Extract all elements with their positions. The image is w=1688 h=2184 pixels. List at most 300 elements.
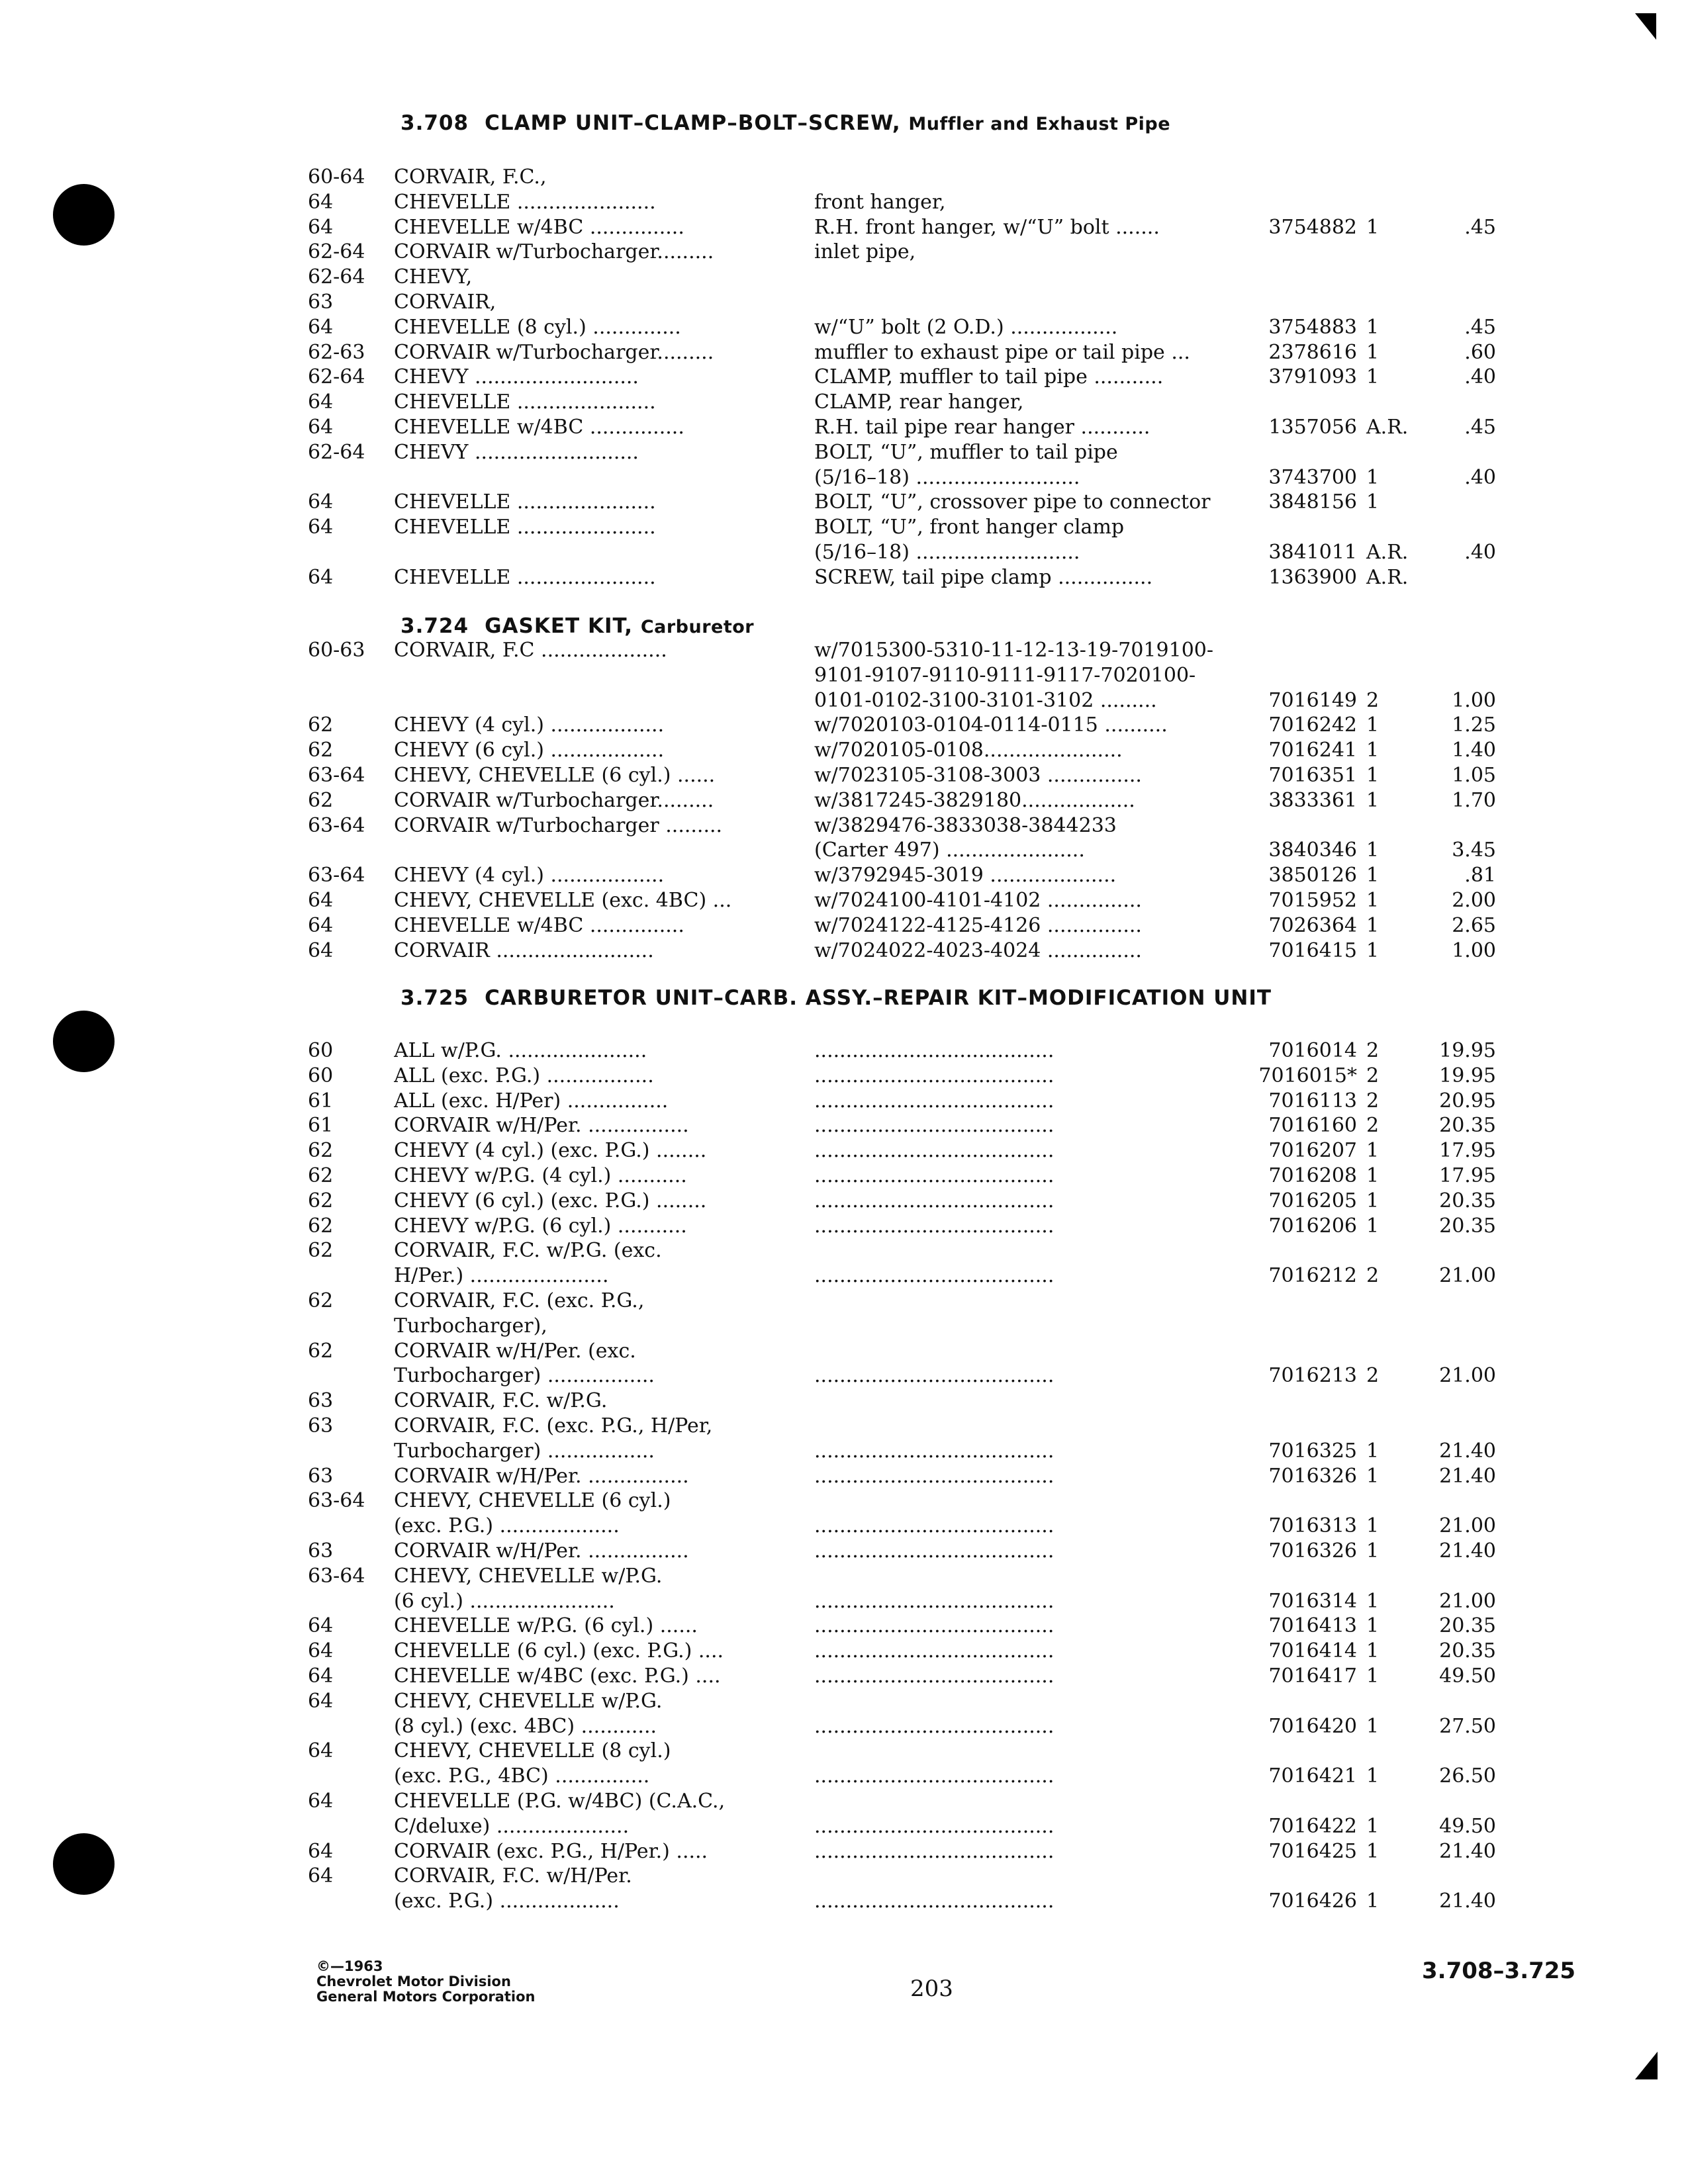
- part-number-cell: 7016206: [1268, 1214, 1357, 1238]
- year-cell: 62: [308, 1339, 334, 1363]
- table-row: [0, 1189, 1688, 1214]
- quantity-cell: 1: [1366, 763, 1380, 787]
- model-cell: Turbocharger) .................: [394, 1439, 655, 1463]
- year-cell: 62: [308, 1189, 334, 1212]
- table-row: [0, 1139, 1688, 1164]
- copyright-block: [316, 1959, 535, 2005]
- table-row: [0, 814, 1688, 839]
- table-row: [0, 466, 1688, 491]
- year-cell: 61: [308, 1114, 334, 1138]
- model-cell: CHEVY w/P.G. (6 cyl.) ...........: [394, 1214, 687, 1238]
- model-cell: CHEVY, CHEVELLE w/P.G.: [394, 1564, 663, 1588]
- table-row: [0, 713, 1688, 739]
- table-row: [0, 1614, 1688, 1639]
- table-row: [0, 1815, 1688, 1840]
- description-cell: ......................................: [814, 1514, 1055, 1538]
- section-subtitle: Muffler and Exhaust Pipe: [908, 114, 1171, 134]
- model-cell: CHEVELLE w/4BC ...............: [394, 215, 684, 239]
- description-cell: 0101-0102-3100-3101-3102 .........: [814, 688, 1157, 712]
- year-cell: 62: [308, 713, 334, 737]
- quantity-cell: 1: [1366, 465, 1380, 489]
- table-row: [0, 265, 1688, 291]
- description-cell: (5/16–18) ..........................: [814, 465, 1080, 489]
- part-number-cell: 7016207: [1268, 1139, 1357, 1163]
- model-cell: CHEVY, CHEVELLE (6 cyl.): [394, 1489, 671, 1513]
- quantity-cell: 1: [1366, 1163, 1380, 1187]
- quantity-cell: 2: [1366, 1064, 1380, 1087]
- part-number-cell: 3841011: [1268, 540, 1357, 564]
- part-number-cell: 3743700: [1268, 465, 1357, 489]
- model-cell: CHEVY w/P.G. (4 cyl.) ...........: [394, 1163, 687, 1187]
- model-cell: H/Per.) ......................: [394, 1264, 609, 1288]
- quantity-cell: 1: [1366, 1514, 1380, 1538]
- model-cell: (exc. P.G.) ...................: [394, 1514, 620, 1538]
- price-cell: 21.00: [1439, 1364, 1496, 1388]
- price-cell: 21.40: [1439, 1464, 1496, 1488]
- model-cell: CORVAIR, F.C ....................: [394, 639, 667, 662]
- quantity-cell: 1: [1366, 864, 1380, 887]
- model-cell: CHEVY, CHEVELLE (6 cyl.) ......: [394, 763, 716, 787]
- quantity-cell: A.R.: [1366, 540, 1409, 564]
- quantity-cell: 1: [1366, 1189, 1380, 1212]
- year-cell: 61: [308, 1089, 334, 1113]
- year-cell: 62: [308, 1139, 334, 1163]
- description-cell: ......................................: [814, 1163, 1055, 1187]
- description-cell: SCREW, tail pipe clamp ...............: [814, 565, 1153, 589]
- table-row: [0, 1539, 1688, 1565]
- table-row: [0, 490, 1688, 516]
- table-row: [0, 291, 1688, 316]
- description-cell: w/7024122-4125-4126 ...............: [814, 913, 1142, 937]
- model-cell: CHEVY, CHEVELLE (exc. 4BC) ...: [394, 888, 732, 912]
- part-number-cell: 7016326: [1268, 1539, 1357, 1563]
- part-number-cell: 7016417: [1268, 1664, 1357, 1688]
- part-number-cell: 7016425: [1268, 1839, 1357, 1863]
- description-cell: ......................................: [814, 1764, 1055, 1788]
- quantity-cell: 1: [1366, 1714, 1380, 1738]
- part-number-cell: 7016421: [1268, 1764, 1357, 1788]
- table-row: [0, 1089, 1688, 1115]
- model-cell: CHEVY, CHEVELLE w/P.G.: [394, 1689, 663, 1713]
- description-cell: ......................................: [814, 1839, 1055, 1863]
- table-row: [0, 1465, 1688, 1490]
- description-cell: 9101-9107-9110-9111-9117-7020100-: [814, 663, 1196, 687]
- model-cell: CHEVY (4 cyl.) ..................: [394, 864, 665, 887]
- table-row: [0, 1039, 1688, 1064]
- year-cell: 64: [308, 190, 334, 214]
- table-row: [0, 1064, 1688, 1089]
- description-cell: w/7015300-5310-11-12-13-19-7019100-: [814, 639, 1214, 662]
- section-number: 3.725: [400, 986, 469, 1010]
- description-cell: w/7024100-4101-4102 ...............: [814, 888, 1142, 912]
- year-cell: 64: [308, 315, 334, 339]
- section-heading-3725: [400, 986, 1272, 1010]
- part-number-cell: 7016212: [1268, 1264, 1357, 1288]
- quantity-cell: 1: [1366, 1639, 1380, 1663]
- price-cell: 20.35: [1439, 1189, 1496, 1212]
- model-cell: CORVAIR w/H/Per. (exc.: [394, 1339, 636, 1363]
- section-range: 3.708–3.725: [1422, 1958, 1576, 1984]
- part-number-cell: 7016414: [1268, 1639, 1357, 1663]
- year-cell: 64: [308, 1739, 334, 1763]
- year-cell: 63: [308, 1389, 334, 1413]
- description-cell: CLAMP, rear hanger,: [814, 390, 1024, 414]
- part-number-cell: 3754882: [1268, 215, 1357, 239]
- price-cell: .81: [1464, 864, 1496, 887]
- quantity-cell: 1: [1366, 1614, 1380, 1638]
- corner-mark-top-right: [1635, 13, 1656, 40]
- year-cell: 63: [308, 1414, 334, 1437]
- model-cell: CHEVELLE ......................: [394, 490, 656, 514]
- model-cell: CHEVELLE ......................: [394, 390, 656, 414]
- model-cell: CHEVY ..........................: [394, 365, 639, 389]
- quantity-cell: 2: [1366, 688, 1380, 712]
- part-number-cell: 7016415: [1268, 938, 1357, 962]
- quantity-cell: 1: [1366, 365, 1380, 389]
- price-cell: 21.40: [1439, 1539, 1496, 1563]
- model-cell: C/deluxe) .....................: [394, 1814, 630, 1838]
- year-cell: 64: [308, 490, 334, 514]
- model-cell: CORVAIR, F.C. w/P.G.: [394, 1389, 608, 1413]
- description-cell: ......................................: [814, 1814, 1055, 1838]
- year-cell: 64: [308, 390, 334, 414]
- table-row: [0, 1164, 1688, 1189]
- part-number-cell: 7016313: [1268, 1514, 1357, 1538]
- part-number-cell: 3848156: [1268, 490, 1357, 514]
- price-cell: 21.40: [1439, 1889, 1496, 1913]
- table-row: [0, 939, 1688, 964]
- year-cell: 60-63: [308, 639, 365, 662]
- description-cell: R.H. tail pipe rear hanger ...........: [814, 415, 1150, 439]
- year-cell: 63: [308, 1539, 334, 1563]
- table-row: [0, 316, 1688, 341]
- price-cell: 27.50: [1439, 1714, 1496, 1738]
- quantity-cell: 1: [1366, 1464, 1380, 1488]
- part-number-cell: 7016149: [1268, 688, 1357, 712]
- year-cell: 64: [308, 215, 334, 239]
- table-row: [0, 1764, 1688, 1790]
- year-cell: 64: [308, 1614, 334, 1638]
- quantity-cell: 2: [1366, 1039, 1380, 1062]
- model-cell: (exc. P.G.) ...................: [394, 1889, 620, 1913]
- description-cell: ......................................: [814, 1464, 1055, 1488]
- table-row: [0, 1739, 1688, 1764]
- year-cell: 64: [308, 415, 334, 439]
- model-cell: CHEVELLE (8 cyl.) ..............: [394, 315, 681, 339]
- part-number-cell: 7016241: [1268, 739, 1357, 762]
- table-row: [0, 390, 1688, 416]
- year-cell: 63-64: [308, 1564, 365, 1588]
- quantity-cell: A.R.: [1366, 415, 1409, 439]
- year-cell: 62: [308, 788, 334, 812]
- part-number-cell: 7016326: [1268, 1464, 1357, 1488]
- table-row: [0, 1364, 1688, 1389]
- model-cell: CORVAIR .........................: [394, 938, 654, 962]
- model-cell: CORVAIR w/Turbocharger.........: [394, 788, 714, 812]
- year-cell: 62: [308, 739, 334, 762]
- model-cell: CHEVY,: [394, 265, 473, 289]
- description-cell: BOLT, “U”, front hanger clamp: [814, 516, 1125, 539]
- section-subtitle: Carburetor: [640, 617, 755, 637]
- quantity-cell: 1: [1366, 913, 1380, 937]
- table-row: [0, 1565, 1688, 1590]
- model-cell: CORVAIR w/Turbocharger.........: [394, 240, 714, 264]
- quantity-cell: 2: [1366, 1364, 1380, 1388]
- price-cell: 17.95: [1439, 1139, 1496, 1163]
- price-cell: .45: [1464, 315, 1496, 339]
- description-cell: ......................................: [814, 1089, 1055, 1113]
- description-cell: ......................................: [814, 1139, 1055, 1163]
- description-cell: ......................................: [814, 1589, 1055, 1613]
- quantity-cell: 2: [1366, 1264, 1380, 1288]
- year-cell: 62: [308, 1239, 334, 1263]
- model-cell: CHEVY (4 cyl.) ..................: [394, 713, 665, 737]
- price-cell: 1.25: [1452, 713, 1496, 737]
- model-cell: ALL w/P.G. ......................: [394, 1039, 647, 1062]
- page-number: 203: [910, 1976, 953, 2002]
- year-cell: 64: [308, 1689, 334, 1713]
- price-cell: 20.35: [1439, 1614, 1496, 1638]
- section-title: GASKET KIT,: [485, 614, 633, 638]
- quantity-cell: 1: [1366, 938, 1380, 962]
- model-cell: (8 cyl.) (exc. 4BC) ............: [394, 1714, 657, 1738]
- model-cell: CHEVELLE (6 cyl.) (exc. P.G.) ....: [394, 1639, 724, 1663]
- year-cell: 64: [308, 1864, 334, 1888]
- description-cell: BOLT, “U”, muffler to tail pipe: [814, 440, 1118, 464]
- year-cell: 60: [308, 1064, 334, 1087]
- section-heading-3708: [400, 111, 1170, 135]
- parts-table-3708: [0, 165, 1688, 591]
- model-cell: ALL (exc. H/Per) ................: [394, 1089, 669, 1113]
- part-number-cell: 3791093: [1268, 365, 1357, 389]
- description-cell: inlet pipe,: [814, 240, 916, 264]
- description-cell: ......................................: [814, 1889, 1055, 1913]
- model-cell: CHEVELLE (P.G. w/4BC) (C.A.C.,: [394, 1789, 726, 1813]
- price-cell: 1.70: [1452, 788, 1496, 812]
- quantity-cell: 1: [1366, 1839, 1380, 1863]
- year-cell: 64: [308, 1839, 334, 1863]
- year-cell: 60: [308, 1039, 334, 1062]
- part-number-cell: 7016325: [1268, 1439, 1357, 1463]
- part-number-cell: 7016160: [1268, 1114, 1357, 1138]
- parts-table-3724: [0, 639, 1688, 964]
- description-cell: ......................................: [814, 1039, 1055, 1062]
- table-row: [0, 1239, 1688, 1264]
- part-number-cell: 2378616: [1268, 340, 1357, 364]
- table-row: [0, 1864, 1688, 1889]
- model-cell: CHEVELLE ......................: [394, 516, 656, 539]
- part-number-cell: 7026364: [1268, 913, 1357, 937]
- year-cell: 62: [308, 1289, 334, 1312]
- description-cell: ......................................: [814, 1064, 1055, 1087]
- table-row: [0, 516, 1688, 541]
- table-row: [0, 566, 1688, 591]
- quantity-cell: 1: [1366, 1439, 1380, 1463]
- part-number-cell: 7016351: [1268, 763, 1357, 787]
- description-cell: w/3829476-3833038-3844233: [814, 813, 1117, 837]
- table-row: [0, 1590, 1688, 1615]
- table-row: [0, 1439, 1688, 1465]
- parts-table-3725: [0, 1039, 1688, 1915]
- price-cell: 21.40: [1439, 1839, 1496, 1863]
- table-row: [0, 1214, 1688, 1240]
- price-cell: 2.00: [1452, 888, 1496, 912]
- model-cell: CORVAIR, F.C. (exc. P.G.,: [394, 1289, 645, 1312]
- quantity-cell: 1: [1366, 839, 1380, 862]
- section-number: 3.708: [400, 111, 469, 135]
- part-number-cell: 7016426: [1268, 1889, 1357, 1913]
- year-cell: 62-64: [308, 240, 365, 264]
- price-cell: 2.65: [1452, 913, 1496, 937]
- table-row: [0, 739, 1688, 764]
- table-row: [0, 441, 1688, 466]
- table-row: [0, 914, 1688, 939]
- price-cell: .40: [1464, 540, 1496, 564]
- price-cell: .40: [1464, 365, 1496, 389]
- description-cell: ......................................: [814, 1189, 1055, 1212]
- price-cell: 1.00: [1452, 688, 1496, 712]
- table-row: [0, 1840, 1688, 1865]
- price-cell: 21.40: [1439, 1439, 1496, 1463]
- year-cell: 64: [308, 516, 334, 539]
- model-cell: CORVAIR w/Turbocharger .........: [394, 813, 723, 837]
- year-cell: 63-64: [308, 864, 365, 887]
- price-cell: 3.45: [1452, 839, 1496, 862]
- table-row: [0, 864, 1688, 889]
- model-cell: CORVAIR (exc. P.G., H/Per.) .....: [394, 1839, 708, 1863]
- description-cell: w/3817245-3829180..................: [814, 788, 1135, 812]
- price-cell: 49.50: [1439, 1664, 1496, 1688]
- description-cell: BOLT, “U”, crossover pipe to connector: [814, 490, 1211, 514]
- table-row: [0, 1664, 1688, 1690]
- part-number-cell: 7016015*: [1258, 1064, 1357, 1087]
- table-row: [0, 416, 1688, 441]
- price-cell: 21.00: [1439, 1589, 1496, 1613]
- part-number-cell: 3754883: [1268, 315, 1357, 339]
- quantity-cell: 1: [1366, 490, 1380, 514]
- part-number-cell: 3840346: [1268, 839, 1357, 862]
- model-cell: CHEVY (6 cyl.) (exc. P.G.) ........: [394, 1189, 707, 1212]
- price-cell: 26.50: [1439, 1764, 1496, 1788]
- part-number-cell: 7016422: [1268, 1814, 1357, 1838]
- quantity-cell: 1: [1366, 739, 1380, 762]
- model-cell: CHEVY, CHEVELLE (8 cyl.): [394, 1739, 671, 1763]
- model-cell: (exc. P.G., 4BC) ...............: [394, 1764, 650, 1788]
- description-cell: ......................................: [814, 1639, 1055, 1663]
- description-cell: w/7020103-0104-0114-0115 ..........: [814, 713, 1168, 737]
- table-row: [0, 889, 1688, 914]
- price-cell: .60: [1464, 340, 1496, 364]
- model-cell: CORVAIR w/H/Per. ................: [394, 1464, 689, 1488]
- table-row: [0, 1289, 1688, 1314]
- quantity-cell: 1: [1366, 1589, 1380, 1613]
- year-cell: 62-64: [308, 265, 365, 289]
- quantity-cell: 1: [1366, 340, 1380, 364]
- quantity-cell: 2: [1366, 1089, 1380, 1113]
- quantity-cell: 1: [1366, 1139, 1380, 1163]
- year-cell: 64: [308, 938, 334, 962]
- description-cell: ......................................: [814, 1439, 1055, 1463]
- model-cell: CORVAIR w/H/Per. ................: [394, 1114, 689, 1138]
- table-row: [0, 1639, 1688, 1664]
- year-cell: 63-64: [308, 813, 365, 837]
- table-row: [0, 240, 1688, 265]
- table-row: [0, 1690, 1688, 1715]
- price-cell: 20.35: [1439, 1214, 1496, 1238]
- price-cell: 20.35: [1439, 1114, 1496, 1138]
- description-cell: ......................................: [814, 1664, 1055, 1688]
- description-cell: w/7024022-4023-4024 ...............: [814, 938, 1142, 962]
- description-cell: (5/16–18) ..........................: [814, 540, 1080, 564]
- model-cell: CHEVY (6 cyl.) ..................: [394, 739, 665, 762]
- model-cell: CHEVY ..........................: [394, 440, 639, 464]
- quantity-cell: 1: [1366, 315, 1380, 339]
- quantity-cell: 1: [1366, 1664, 1380, 1688]
- table-row: [0, 1414, 1688, 1439]
- price-cell: 1.40: [1452, 739, 1496, 762]
- year-cell: 63-64: [308, 763, 365, 787]
- table-row: [0, 1889, 1688, 1915]
- year-cell: 62-64: [308, 440, 365, 464]
- model-cell: CHEVELLE w/4BC (exc. P.G.) ....: [394, 1664, 721, 1688]
- table-row: [0, 839, 1688, 864]
- quantity-cell: 2: [1366, 1114, 1380, 1138]
- table-row: [0, 541, 1688, 566]
- table-row: [0, 341, 1688, 366]
- model-cell: CHEVY (4 cyl.) (exc. P.G.) ........: [394, 1139, 707, 1163]
- model-cell: CHEVELLE ......................: [394, 565, 656, 589]
- model-cell: CORVAIR w/Turbocharger.........: [394, 340, 714, 364]
- model-cell: ALL (exc. P.G.) .................: [394, 1064, 654, 1087]
- model-cell: CORVAIR w/H/Per. ................: [394, 1539, 689, 1563]
- quantity-cell: 1: [1366, 215, 1380, 239]
- description-cell: ......................................: [814, 1114, 1055, 1138]
- table-row: [0, 216, 1688, 241]
- price-cell: .45: [1464, 415, 1496, 439]
- part-number-cell: 7016314: [1268, 1589, 1357, 1613]
- table-row: [0, 165, 1688, 191]
- table-row: [0, 1489, 1688, 1514]
- description-cell: ......................................: [814, 1539, 1055, 1563]
- table-row: [0, 191, 1688, 216]
- model-cell: CORVAIR, F.C.,: [394, 165, 547, 189]
- price-cell: 1.00: [1452, 938, 1496, 962]
- copyright-year: ©—1963: [316, 1958, 383, 1974]
- copyright-corporation: General Motors Corporation: [316, 1989, 536, 2005]
- quantity-cell: 1: [1366, 1214, 1380, 1238]
- part-number-cell: 7016413: [1268, 1614, 1357, 1638]
- year-cell: 64: [308, 1664, 334, 1688]
- section-title: CLAMP UNIT–CLAMP–BOLT–SCREW,: [485, 111, 901, 135]
- part-number-cell: 7015952: [1268, 888, 1357, 912]
- model-cell: CORVAIR, F.C. (exc. P.G., H/Per,: [394, 1414, 713, 1437]
- description-cell: w/7023105-3108-3003 ...............: [814, 763, 1142, 787]
- table-row: [0, 365, 1688, 390]
- price-cell: 1.05: [1452, 763, 1496, 787]
- description-cell: R.H. front hanger, w/“U” bolt .......: [814, 215, 1160, 239]
- description-cell: ......................................: [814, 1264, 1055, 1288]
- part-number-cell: 3833361: [1268, 788, 1357, 812]
- table-row: [0, 639, 1688, 664]
- quantity-cell: 1: [1366, 788, 1380, 812]
- part-number-cell: 7016420: [1268, 1714, 1357, 1738]
- model-cell: CHEVELLE w/4BC ...............: [394, 415, 684, 439]
- year-cell: 64: [308, 1639, 334, 1663]
- year-cell: 63: [308, 1464, 334, 1488]
- year-cell: 64: [308, 888, 334, 912]
- model-cell: Turbocharger),: [394, 1314, 547, 1338]
- quantity-cell: 1: [1366, 888, 1380, 912]
